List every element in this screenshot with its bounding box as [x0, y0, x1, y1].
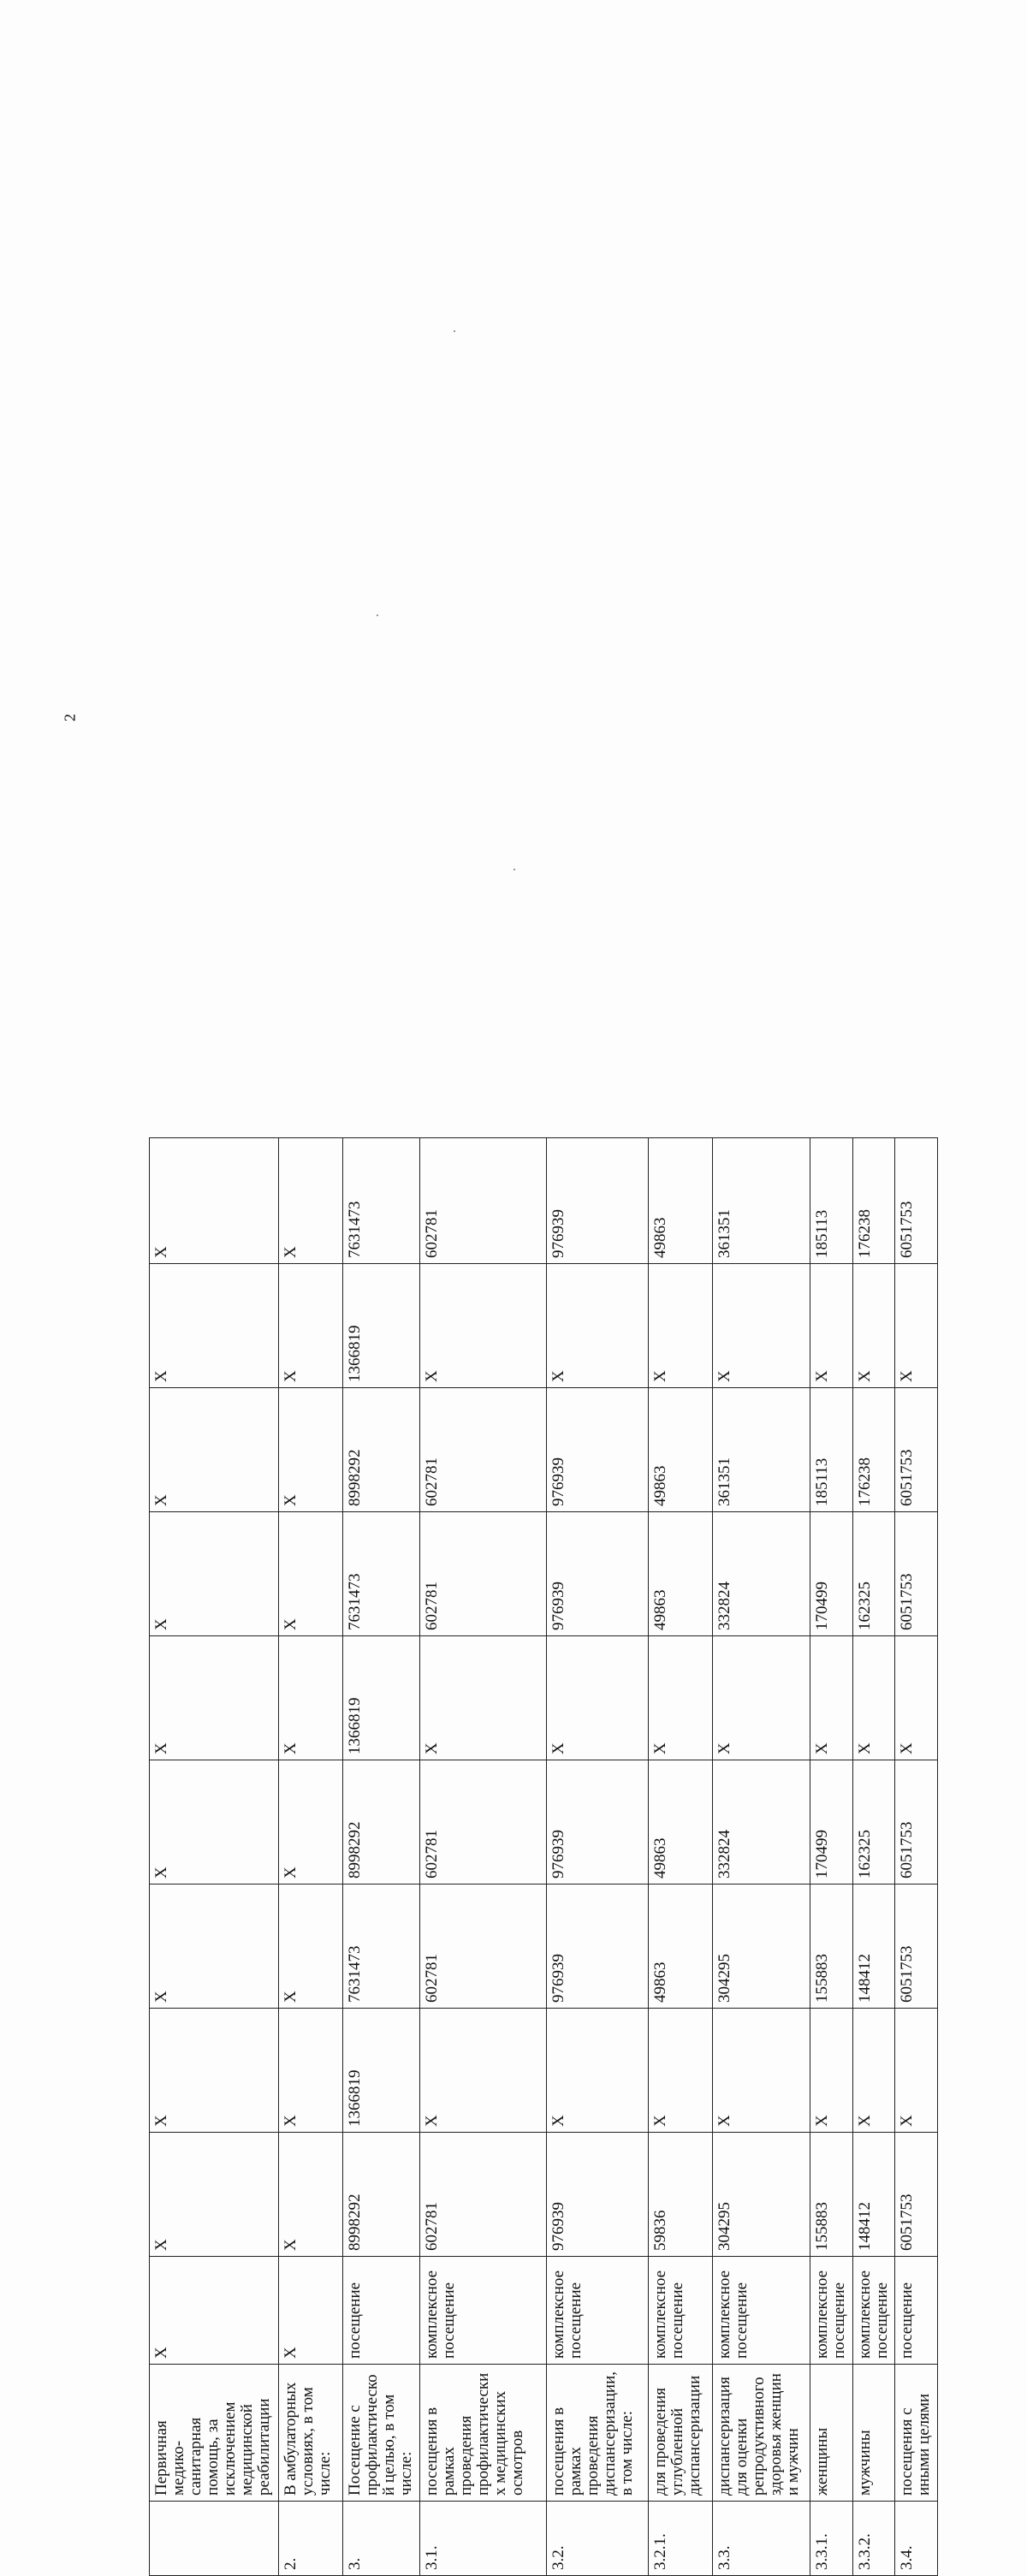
row-name-cell: для проведения углубленной диспансеризации [649, 2365, 713, 2502]
unit-cell: X [150, 2257, 279, 2365]
value-cell: 155883 [810, 2133, 852, 2257]
unit-cell: комплексное посещение [420, 2257, 546, 2365]
scan-speck [377, 614, 378, 616]
value-cell: X [546, 1636, 649, 1760]
value-cell: X [150, 1636, 279, 1760]
unit-cell: X [279, 2257, 343, 2365]
row-name-cell: посещения с иными целями [895, 2365, 938, 2502]
value-cell: X [279, 2133, 343, 2257]
scan-speck [454, 330, 455, 332]
row-name-cell: посещения в рамках проведения диспансеризации, в том числе: [546, 2365, 649, 2502]
value-cell: X [150, 1138, 279, 1264]
unit-cell: комплексное посещение [810, 2257, 852, 2365]
value-cell: 602781 [420, 1388, 546, 1512]
table-row [810, 1138, 852, 2576]
unit-cell: посещение [895, 2257, 938, 2365]
value-cell: 49863 [649, 1388, 713, 1512]
value-cell: 1366819 [343, 1636, 420, 1760]
row-name-cell: женщины [810, 2365, 852, 2502]
value-cell: X [895, 2009, 938, 2133]
row-name-cell: Первичная медико-санитарная помощь, за исключением медицинской реабилитации [150, 2365, 279, 2502]
value-cell: 6051753 [895, 1885, 938, 2009]
value-cell: 7631473 [343, 1138, 420, 1264]
page-number: 2 [61, 714, 79, 721]
row-number-cell: 3.3. [713, 2502, 810, 2576]
value-cell: 49863 [649, 1512, 713, 1636]
value-cell: 8998292 [343, 2133, 420, 2257]
value-cell: 162325 [852, 1760, 895, 1885]
unit-cell: посещение [343, 2257, 420, 2365]
row-name-cell: В амбулаторных условиях, в том числе: [279, 2365, 343, 2502]
value-cell: 8998292 [343, 1388, 420, 1512]
value-cell: X [279, 1760, 343, 1885]
value-cell: 49863 [649, 1138, 713, 1264]
row-name-cell: мужчины [852, 2365, 895, 2502]
value-cell: X [852, 1636, 895, 1760]
value-cell: 602781 [420, 1885, 546, 2009]
value-cell: 304295 [713, 2133, 810, 2257]
value-cell: 49863 [649, 1760, 713, 1885]
value-cell: X [150, 1264, 279, 1388]
value-cell: 49863 [649, 1885, 713, 2009]
value-cell: X [279, 1512, 343, 1636]
value-cell: X [713, 1264, 810, 1388]
table-row [713, 1138, 810, 2576]
row-number-cell: 3. [343, 2502, 420, 2576]
table-row [649, 1138, 713, 2576]
value-cell: X [279, 1388, 343, 1512]
value-cell: 185113 [810, 1388, 852, 1512]
value-cell: X [810, 2009, 852, 2133]
value-cell: 6051753 [895, 1388, 938, 1512]
value-cell: 976939 [546, 1138, 649, 1264]
value-cell: 176238 [852, 1138, 895, 1264]
table-body [150, 1138, 938, 2576]
value-cell: X [150, 2009, 279, 2133]
value-cell: 976939 [546, 2133, 649, 2257]
value-cell: 6051753 [895, 1512, 938, 1636]
value-cell: X [810, 1264, 852, 1388]
value-cell: 976939 [546, 1760, 649, 1885]
value-cell: 170499 [810, 1512, 852, 1636]
value-cell: 185113 [810, 1138, 852, 1264]
row-number-cell: 3.3.1. [810, 2502, 852, 2576]
value-cell: X [852, 2009, 895, 2133]
rotated-table-container [149, 1201, 938, 2576]
row-name-cell: диспансеризация для оценки репродуктивного здоровья женщин и мужчин [713, 2365, 810, 2502]
value-cell: 976939 [546, 1512, 649, 1636]
value-cell: X [150, 1760, 279, 1885]
table-row [546, 1138, 649, 2576]
value-cell: X [546, 2009, 649, 2133]
value-cell: 1366819 [343, 2009, 420, 2133]
value-cell: 148412 [852, 1885, 895, 2009]
value-cell: 8998292 [343, 1760, 420, 1885]
value-cell: X [279, 1636, 343, 1760]
value-cell: X [279, 1264, 343, 1388]
value-cell: 976939 [546, 1388, 649, 1512]
data-table [149, 1137, 938, 2576]
value-cell: X [150, 1388, 279, 1512]
value-cell: X [546, 1264, 649, 1388]
table-row [343, 1138, 420, 2576]
value-cell: 176238 [852, 1388, 895, 1512]
row-number-cell: 3.2.1. [649, 2502, 713, 2576]
value-cell: X [810, 1636, 852, 1760]
unit-cell: комплексное посещение [649, 2257, 713, 2365]
value-cell: 170499 [810, 1760, 852, 1885]
value-cell: X [150, 2133, 279, 2257]
value-cell: X [279, 2009, 343, 2133]
value-cell: 1366819 [343, 1264, 420, 1388]
value-cell: 602781 [420, 2133, 546, 2257]
row-number-cell: 3.3.2. [852, 2502, 895, 2576]
value-cell: 7631473 [343, 1885, 420, 2009]
table-row [852, 1138, 895, 2576]
row-number-cell [150, 2502, 279, 2576]
table-row [895, 1138, 938, 2576]
row-number-cell: 3.1. [420, 2502, 546, 2576]
value-cell: 304295 [713, 1885, 810, 2009]
value-cell: 6051753 [895, 1760, 938, 1885]
value-cell: X [852, 1264, 895, 1388]
value-cell: X [649, 1636, 713, 1760]
row-number-cell: 3.4. [895, 2502, 938, 2576]
value-cell: 59836 [649, 2133, 713, 2257]
unit-cell: комплексное посещение [546, 2257, 649, 2365]
value-cell: 602781 [420, 1138, 546, 1264]
row-number-cell: 3.2. [546, 2502, 649, 2576]
row-name-cell: посещения в рамках проведения профилактических медицинских осмотров [420, 2365, 546, 2502]
value-cell: 332824 [713, 1512, 810, 1636]
value-cell: X [420, 1636, 546, 1760]
value-cell: 155883 [810, 1885, 852, 2009]
table-row [420, 1138, 546, 2576]
row-name-cell: Посещение с профилактической целью, в том числе: [343, 2365, 420, 2502]
row-number-cell: 2. [279, 2502, 343, 2576]
value-cell: X [713, 1636, 810, 1760]
value-cell: 361351 [713, 1388, 810, 1512]
value-cell: 148412 [852, 2133, 895, 2257]
value-cell: X [150, 1885, 279, 2009]
value-cell: 361351 [713, 1138, 810, 1264]
value-cell: X [279, 1885, 343, 2009]
table-row [279, 1138, 343, 2576]
value-cell: 7631473 [343, 1512, 420, 1636]
unit-cell: комплексное посещение [713, 2257, 810, 2365]
value-cell: 602781 [420, 1512, 546, 1636]
value-cell: 6051753 [895, 2133, 938, 2257]
value-cell: X [895, 1636, 938, 1760]
value-cell: X [649, 2009, 713, 2133]
value-cell: X [420, 2009, 546, 2133]
value-cell: X [420, 1264, 546, 1388]
value-cell: 332824 [713, 1760, 810, 1885]
value-cell: X [649, 1264, 713, 1388]
unit-cell: комплексное посещение [852, 2257, 895, 2365]
value-cell: X [279, 1138, 343, 1264]
value-cell: 6051753 [895, 1138, 938, 1264]
table-row [150, 1138, 279, 2576]
value-cell: X [895, 1264, 938, 1388]
value-cell: 602781 [420, 1760, 546, 1885]
value-cell: X [713, 2009, 810, 2133]
value-cell: 976939 [546, 1885, 649, 2009]
value-cell: X [150, 1512, 279, 1636]
value-cell: 162325 [852, 1512, 895, 1636]
scan-speck [514, 869, 515, 870]
